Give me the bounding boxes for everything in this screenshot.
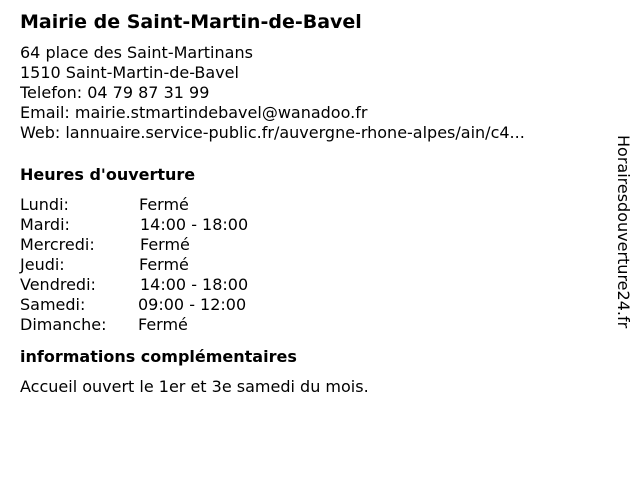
hours-value: Fermé [139, 195, 189, 214]
hours-row-samedi [20, 295, 600, 315]
address-block [20, 43, 600, 143]
hours-value: 14:00 - 18:00 [140, 215, 249, 234]
street-address: 64 place des Saint-Martinans [20, 43, 253, 62]
hours-row-jeudi [20, 255, 600, 275]
day-label: Jeudi: [20, 255, 65, 274]
email-address: Email: mairie.stmartindebavel@wanadoo.fr [20, 103, 368, 122]
day-label: Mardi: [20, 215, 70, 234]
hours-heading: Heures d'ouverture [20, 165, 196, 184]
day-label: Dimanche: [20, 315, 107, 334]
hours-value: 09:00 - 12:00 [138, 295, 247, 314]
day-label: Samedi: [20, 295, 86, 314]
page-title: Mairie de Saint-Martin-de-Bavel [20, 11, 362, 33]
info-text: Accueil ouvert le 1er et 3e samedi du mois. [20, 377, 369, 396]
watermark-text: Horairesdouverture24.fr [614, 135, 633, 329]
hours-value: Fermé [140, 235, 190, 254]
day-label: Lundi: [20, 195, 69, 214]
hours-table [20, 195, 600, 335]
phone-number: Telefon: 04 79 87 31 99 [20, 83, 210, 102]
info-heading: informations complémentaires [20, 347, 297, 366]
hours-row-dimanche [20, 315, 600, 335]
hours-row-mercredi [20, 235, 600, 255]
website-link[interactable]: Web: lannuaire.service-public.fr/auvergne-rhone-alpes/ain/c4... [20, 123, 525, 142]
hours-value: Fermé [139, 255, 189, 274]
day-label: Vendredi: [20, 275, 96, 294]
hours-row-vendredi [20, 275, 600, 295]
hours-row-lundi [20, 195, 600, 215]
hours-row-mardi [20, 215, 600, 235]
hours-value: Fermé [138, 315, 188, 334]
hours-value: 14:00 - 18:00 [140, 275, 249, 294]
main-content [20, 9, 600, 397]
city-address: 1510 Saint-Martin-de-Bavel [20, 63, 239, 82]
day-label: Mercredi: [20, 235, 95, 254]
